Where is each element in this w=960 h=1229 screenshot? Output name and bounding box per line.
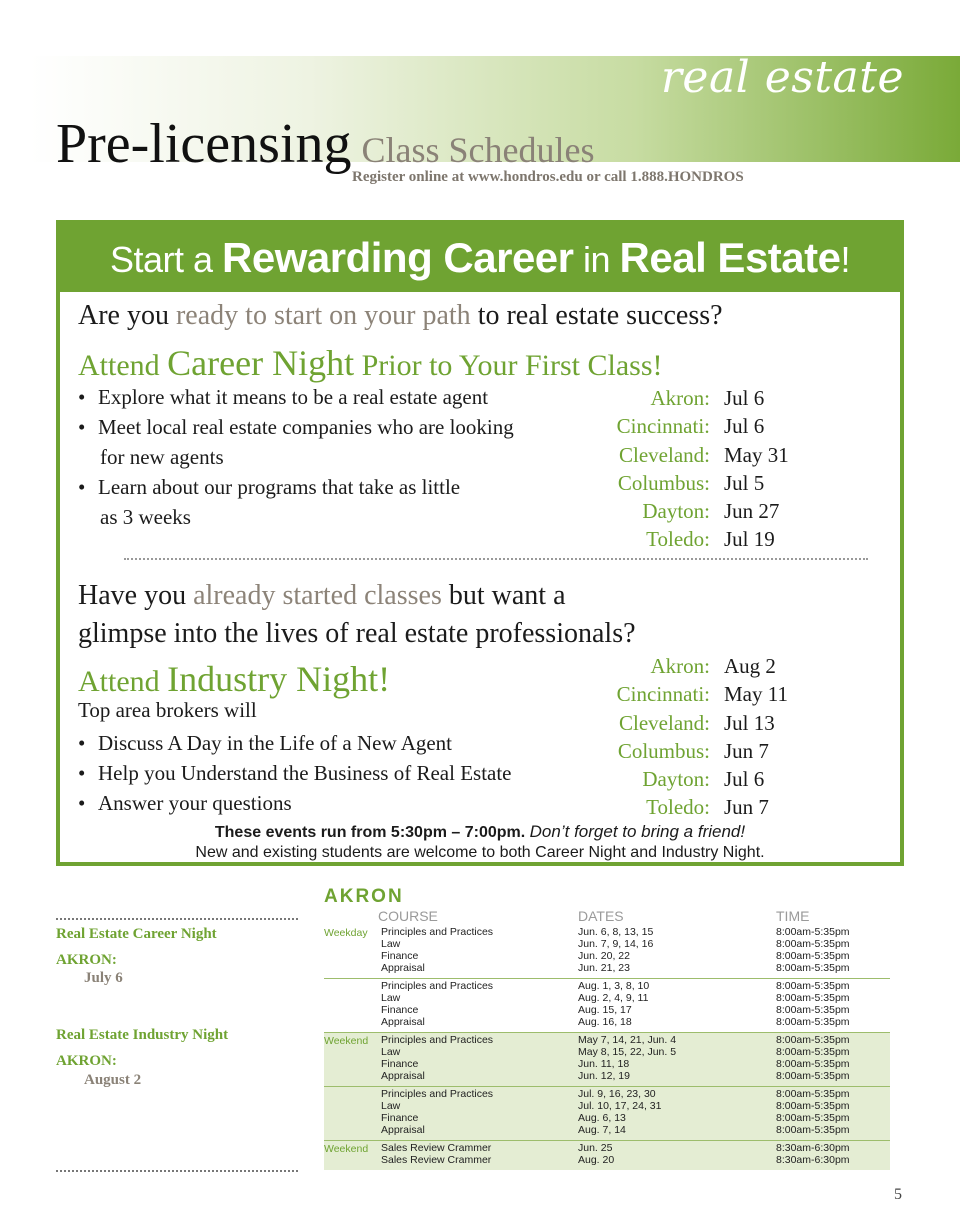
city: Cleveland:	[619, 442, 710, 467]
location-row	[560, 737, 788, 765]
text: Prior to Your First Class!	[354, 349, 663, 382]
time-cell: 8:00am-5:35pm	[776, 980, 850, 992]
date: Aug 2	[724, 654, 776, 678]
dates-cell: Aug. 1, 3, 8, 10	[578, 980, 650, 992]
schedule-group	[324, 925, 890, 979]
course-cell: Principles and Practices	[381, 926, 494, 938]
time-cell: 8:00am-5:35pm	[776, 1058, 850, 1070]
table-row	[324, 1112, 890, 1124]
banner-bold: Rewarding Career	[222, 234, 574, 281]
list-item: • Meet local real estate companies who are looking	[78, 412, 514, 442]
dates-cell: Jun. 11, 18	[578, 1058, 630, 1070]
banner-heading	[60, 224, 900, 292]
industry-question	[78, 580, 566, 612]
dates-cell: Jul. 10, 17, 24, 31	[578, 1100, 662, 1112]
table-row	[324, 1070, 890, 1082]
course-cell: Finance	[381, 1112, 419, 1124]
time-cell: 8:00am-5:35pm	[776, 1004, 850, 1016]
date: Jul 19	[724, 527, 775, 552]
time-cell: 8:00am-5:35pm	[776, 950, 850, 962]
course-cell: Law	[381, 1100, 401, 1112]
table-row	[324, 1100, 890, 1112]
city: Cleveland:	[619, 710, 710, 735]
sidebar-career-city: AKRON:	[56, 952, 117, 968]
events-time: These events run from 5:30pm – 7:00pm.	[214, 824, 526, 841]
course-cell: Finance	[381, 950, 419, 962]
schedule-group	[324, 1087, 890, 1141]
sidebar-divider-bottom	[56, 1170, 298, 1172]
location-row	[560, 497, 789, 525]
time-cell: 8:00am-5:35pm	[776, 926, 850, 938]
time-cell: 8:00am-5:35pm	[776, 992, 850, 1004]
text-highlight: Career Night	[167, 343, 355, 383]
dates-cell: Aug. 20	[578, 1154, 615, 1166]
industry-locations	[560, 652, 788, 822]
location-row	[560, 652, 788, 680]
location-row	[560, 709, 788, 737]
time-cell: 8:00am-5:35pm	[776, 1124, 850, 1136]
table-row	[324, 926, 890, 938]
bring-friend-note: Don’t forget to bring a friend!	[529, 822, 746, 841]
career-locations	[560, 384, 789, 554]
industry-bullet-list	[78, 728, 512, 818]
location-row	[560, 412, 789, 440]
title-main: Pre-licensing	[56, 113, 352, 175]
dates-cell: Aug. 2, 4, 9, 11	[578, 992, 649, 1004]
page-title	[56, 112, 594, 176]
schedule-group	[324, 1033, 890, 1087]
table-row	[324, 938, 890, 950]
course-cell: Sales Review Crammer	[381, 1142, 492, 1154]
location-row	[560, 793, 788, 821]
city: Dayton:	[642, 767, 710, 792]
text: but want a	[441, 580, 566, 611]
city: Toledo:	[646, 795, 710, 820]
time-cell: 8:00am-5:35pm	[776, 1034, 850, 1046]
group-label: Weekend	[324, 1035, 369, 1047]
course-cell: Principles and Practices	[381, 1034, 494, 1046]
schedule-table	[324, 925, 890, 1170]
group-label: Weekend	[324, 1143, 369, 1155]
text: to real estate success?	[470, 300, 723, 331]
column-header-time: TIME	[776, 908, 810, 924]
list-item: • Help you Understand the Business of Real Estate	[78, 758, 512, 788]
industry-attend-heading	[78, 658, 390, 700]
table-row	[324, 962, 890, 974]
dates-cell: Jun. 12, 19	[578, 1070, 630, 1082]
course-cell: Appraisal	[381, 1070, 425, 1082]
table-row	[324, 1016, 890, 1028]
city: Columbus:	[617, 738, 710, 763]
table-row	[324, 1154, 890, 1166]
sidebar-career-date: July 6	[84, 970, 123, 986]
table-row	[324, 1142, 890, 1154]
date: Jul 5	[724, 470, 765, 495]
course-cell: Law	[381, 1046, 401, 1058]
time-cell: 8:00am-5:35pm	[776, 1100, 850, 1112]
banner-bold: Real Estate	[619, 234, 841, 281]
sidebar-industry-title: Real Estate Industry Night	[56, 1027, 229, 1043]
table-row	[324, 992, 890, 1004]
section-label: real estate	[660, 52, 904, 103]
time-cell: 8:00am-5:35pm	[776, 962, 850, 974]
industry-question-line2: glimpse into the lives of real estate professionals?	[78, 618, 636, 649]
dates-cell: Aug. 7, 14	[578, 1124, 626, 1136]
table-row	[324, 1058, 890, 1070]
register-line: Register online at www.hondros.edu or call 1.888.HONDROS	[352, 169, 744, 185]
time-cell: 8:00am-5:35pm	[776, 1046, 850, 1058]
banner-part: Start a	[109, 239, 223, 280]
column-header-dates: DATES	[578, 908, 624, 924]
date: Jul 6	[724, 414, 765, 439]
course-cell: Law	[381, 992, 401, 1004]
sidebar-career-title: Real Estate Career Night	[56, 926, 217, 942]
dates-cell: Jun. 6, 8, 13, 15	[578, 926, 654, 938]
events-box	[56, 220, 904, 866]
date: May 11	[724, 682, 788, 707]
career-attend-heading	[78, 342, 663, 384]
course-cell: Appraisal	[381, 1016, 425, 1028]
time-cell: 8:00am-5:35pm	[776, 1070, 850, 1082]
location-row	[560, 384, 789, 412]
course-cell: Appraisal	[381, 962, 425, 974]
city: Akron:	[650, 386, 710, 410]
list-item: • Learn about our programs that take as little	[78, 472, 514, 502]
schedule-group	[324, 979, 890, 1033]
table-row	[324, 1088, 890, 1100]
date: Jul 6	[724, 767, 765, 792]
dates-cell: Aug. 6, 13	[578, 1112, 626, 1124]
date: Jul 6	[724, 386, 765, 410]
course-cell: Law	[381, 938, 401, 950]
location-row	[560, 525, 789, 553]
dates-cell: May 7, 14, 21, Jun. 4	[578, 1034, 677, 1046]
text-highlight: Industry Night!	[167, 659, 391, 699]
city: Toledo:	[646, 527, 710, 552]
dates-cell: Jul. 9, 16, 23, 30	[578, 1088, 656, 1100]
group-label: Weekday	[324, 927, 368, 939]
list-item: • Discuss A Day in the Life of a New Agent	[78, 728, 512, 758]
time-cell: 8:30am-6:30pm	[776, 1142, 850, 1154]
schedule-heading: AKRON	[324, 886, 404, 907]
career-bullet-list	[78, 382, 514, 532]
course-cell: Appraisal	[381, 1124, 425, 1136]
table-row	[324, 1004, 890, 1016]
sidebar-industry-date: August 2	[84, 1072, 142, 1088]
industry-intro: Top area brokers will	[78, 698, 257, 722]
text: Attend	[78, 665, 168, 698]
city: Cincinnati:	[616, 414, 710, 439]
dates-cell: Jun. 20, 22	[578, 950, 630, 962]
city: Dayton:	[642, 499, 710, 524]
location-row	[560, 680, 788, 708]
date: May 31	[724, 442, 789, 467]
city: Cincinnati:	[616, 682, 710, 707]
dates-cell: Jun. 25	[578, 1142, 613, 1154]
sidebar-divider-top	[56, 918, 298, 920]
list-item: • Answer your questions	[78, 788, 512, 818]
events-time-note	[60, 822, 900, 842]
text: Attend	[78, 349, 168, 382]
date: Jul 13	[724, 710, 775, 735]
text: Are you	[78, 300, 176, 331]
welcome-note: New and existing students are welcome to both Career Night and Industry Night.	[195, 844, 765, 861]
dates-cell: Aug. 16, 18	[578, 1016, 632, 1028]
location-row	[560, 765, 788, 793]
course-cell: Principles and Practices	[381, 1088, 494, 1100]
course-cell: Principles and Practices	[381, 980, 494, 992]
course-cell: Sales Review Crammer	[381, 1154, 492, 1166]
title-sub: Class Schedules	[361, 130, 595, 170]
city: Akron:	[650, 654, 710, 678]
table-row	[324, 1124, 890, 1136]
time-cell: 8:30am-6:30pm	[776, 1154, 850, 1166]
dates-cell: Jun. 7, 9, 14, 16	[578, 938, 654, 950]
dates-cell: May 8, 15, 22, Jun. 5	[578, 1046, 677, 1058]
divider	[124, 558, 868, 560]
course-cell: Finance	[381, 1004, 419, 1016]
dates-cell: Aug. 15, 17	[578, 1004, 632, 1016]
date: Jun 7	[724, 738, 769, 763]
time-cell: 8:00am-5:35pm	[776, 1088, 850, 1100]
banner-part: !	[840, 239, 851, 280]
time-cell: 8:00am-5:35pm	[776, 938, 850, 950]
text-highlight: already started classes	[193, 580, 442, 611]
career-question	[78, 300, 723, 332]
list-item: for new agents	[100, 445, 224, 469]
time-cell: 8:00am-5:35pm	[776, 1016, 850, 1028]
time-cell: 8:00am-5:35pm	[776, 1112, 850, 1124]
list-item: as 3 weeks	[100, 505, 191, 529]
date: Jun 27	[724, 499, 780, 524]
column-header-course: COURSE	[378, 908, 438, 924]
location-row	[560, 441, 789, 469]
city: Columbus:	[617, 470, 710, 495]
text-highlight: ready to start on your path	[175, 300, 471, 331]
banner-part: in	[573, 239, 620, 280]
table-row	[324, 950, 890, 962]
dates-cell: Jun. 21, 23	[578, 962, 630, 974]
text: Have you	[78, 580, 194, 611]
table-row	[324, 1034, 890, 1046]
course-cell: Finance	[381, 1058, 419, 1070]
sidebar-industry-city: AKRON:	[56, 1053, 117, 1069]
location-row	[560, 469, 789, 497]
list-item: • Explore what it means to be a real estate agent	[78, 382, 514, 412]
table-row	[324, 980, 890, 992]
page-number: 5	[894, 1186, 902, 1203]
date: Jun 7	[724, 795, 769, 820]
table-row	[324, 1046, 890, 1058]
schedule-group	[324, 1141, 890, 1170]
